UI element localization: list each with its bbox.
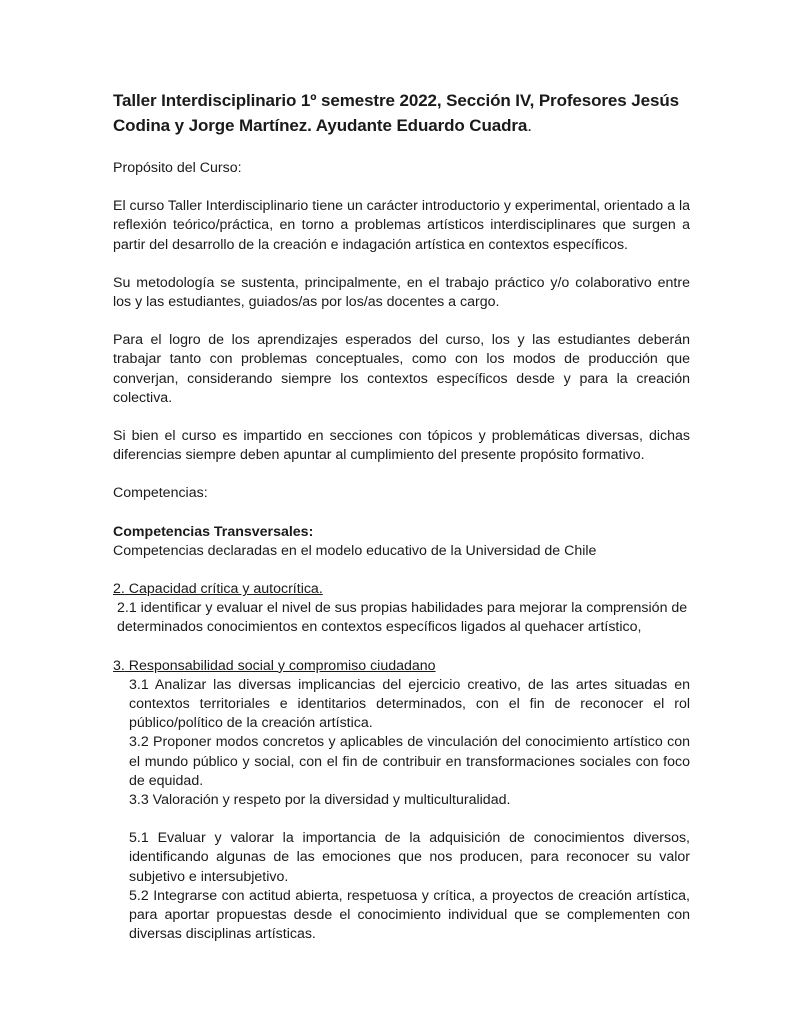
purpose-heading: Propósito del Curso: (113, 160, 242, 176)
section-3-title: Responsabilidad social y compromiso ciudadano (124, 657, 436, 674)
section-3-item-2: 3.2 Proponer modos concretos y aplicables de vinculación del conocimiento artístico con el mundo público y social, con el fin de contribuir en transformaciones sociales con foco de equidad. (129, 734, 690, 789)
document-title (113, 88, 690, 138)
section-2-title: Capacidad crítica y autocrítica. (124, 581, 323, 598)
paragraph-learning: Para el logro de los aprendizajes esperados del curso, los y las estudiantes deberán trabajar tanto con problemas conceptuales, como con los modos de producción que converjan, considerando siempre los contextos específicos desde y para la creación colectiva. (113, 332, 690, 406)
competencias-heading: Competencias: (113, 485, 208, 502)
paragraph-sections: Si bien el curso es impartido en secciones con tópicos y problemáticas diversas, dichas diferencias siempre deben apuntar al cumplimiento del presente propósito formativo. (113, 428, 690, 464)
document-page (113, 88, 690, 945)
section-2-item-1: 2.1 identificar y evaluar el nivel de sus propias habilidades para mejorar la comprensión de determinados conocimientos en contextos específicos ligados al quehacer artístico, (117, 600, 688, 636)
section-2-number: 2. (113, 581, 125, 598)
section-3-item-1: 3.1 Analizar las diversas implicancias del ejercicio creativo, de las artes situadas en contextos territoriales e identitarios determinados, con el fin de reconocer el rol público/político de la creación artística. (129, 676, 690, 732)
title-text: Taller Interdisciplinario 1º semestre 2022, Sección IV, Profesores Jesús Codina y Jorge Martínez. Ayudante Eduardo Cuadra (113, 91, 679, 135)
section-2-heading (113, 580, 690, 599)
section-5-item-2: 5.2 Integrarse con actitud abierta, respetuosa y crítica, a proyectos de creación artística, para aportar propuestas desde el conocimiento individual que se complementen con diversas disciplinas artísticas. (129, 887, 690, 943)
transversales-heading: Competencias Transversales: (113, 523, 314, 540)
section-3-item-3: 3.3 Valoración y respeto por la diversidad y multiculturalidad. (129, 792, 511, 809)
paragraph-methodology: Su metodología se sustenta, principalmente, en el trabajo práctico y/o colaborativo entre los y las estudiantes, guiados/as por los/as docentes a cargo. (113, 274, 690, 311)
section-5-item-1: 5.1 Evaluar y valorar la importancia de la adquisición de conocimientos diversos, identificando algunas de las emociones que nos producen, para reconocer su valor subjetivo e intersubjetivo. (129, 830, 690, 885)
section-3-heading (113, 657, 690, 676)
section-3-number: 3. (113, 657, 125, 674)
transversales-description: Competencias declaradas en el modelo educativo de la Universidad de Chile (113, 542, 597, 559)
title-period: . (527, 116, 532, 135)
paragraph-intro: El curso Taller Interdisciplinario tiene un carácter introductorio y experimental, orientado a la reflexión teórico/práctica, en torno a problemas artísticos interdisciplinares que surgen a partir del desarrollo de la creación e indagación artística en contextos específicos. (113, 198, 690, 253)
